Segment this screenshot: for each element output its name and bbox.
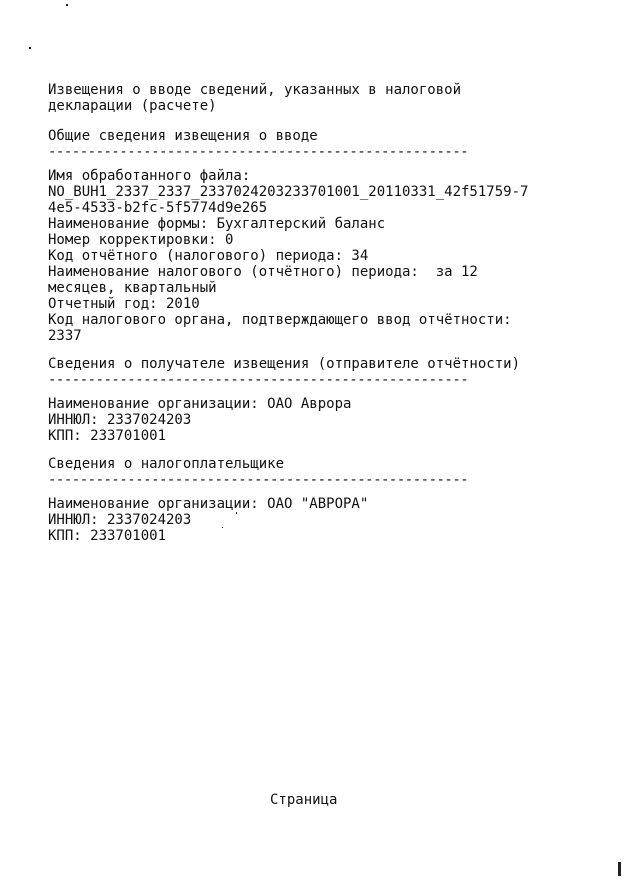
tax-authority-code: 2337: [48, 328, 82, 344]
title-line: Извещения о вводе сведений, указанных в налоговой: [48, 82, 462, 98]
file-name: 4e5-4533-b2fc-5f5774d9e265: [48, 200, 268, 216]
document-title: [48, 82, 588, 114]
taxpayer-section: [48, 456, 588, 544]
title-line: декларации (расчете): [48, 98, 217, 114]
correction-number: Номер корректировки: 0: [48, 232, 234, 248]
taxpayer-kpp: КПП: 233701001: [48, 528, 167, 544]
taxpayer-heading: Сведения о налогоплательщике: [48, 456, 285, 472]
recipient-section: [48, 356, 588, 444]
page-label: Страница: [270, 792, 338, 808]
period-code: Код отчётного (налогового) периода: 34: [48, 248, 369, 264]
recipient-inn: ИННЮЛ: 2337024203: [48, 412, 192, 428]
period-name: Наименование налогового (отчётного) периода: за 12: [48, 264, 478, 280]
scan-speck: [66, 4, 68, 6]
section-divider: -----------------------------------------------------: [48, 472, 469, 488]
taxpayer-inn: ИННЮЛ: 2337024203: [48, 512, 192, 528]
general-heading: Общие сведения извещения о вводе: [48, 128, 318, 144]
period-name: месяцев, квартальный: [48, 280, 217, 296]
document-content: [48, 82, 588, 556]
report-year: Отчетный год: 2010: [48, 296, 200, 312]
section-divider: -----------------------------------------------------: [48, 144, 469, 160]
tax-authority-code: Код налогового органа, подтверждающего ввод отчётности:: [48, 312, 512, 328]
section-divider: -----------------------------------------------------: [48, 372, 469, 388]
scan-mark: [618, 862, 621, 876]
form-name: Наименование формы: Бухгалтерский баланс: [48, 216, 386, 232]
file-name: NO_BUH1_2337_2337_2337024203233701001_20110331_42f51759-7: [48, 184, 529, 200]
recipient-heading: Сведения о получателе извещения (отправителе отчётности): [48, 356, 521, 372]
scan-speck: [29, 47, 31, 49]
recipient-org-name: Наименование организации: ОАО Аврора: [48, 396, 352, 412]
taxpayer-org-name: Наименование организации: ОАО "АВРОРА": [48, 496, 369, 512]
general-section: [48, 128, 588, 344]
file-label: Имя обработанного файла:: [48, 168, 251, 184]
recipient-kpp: КПП: 233701001: [48, 428, 167, 444]
